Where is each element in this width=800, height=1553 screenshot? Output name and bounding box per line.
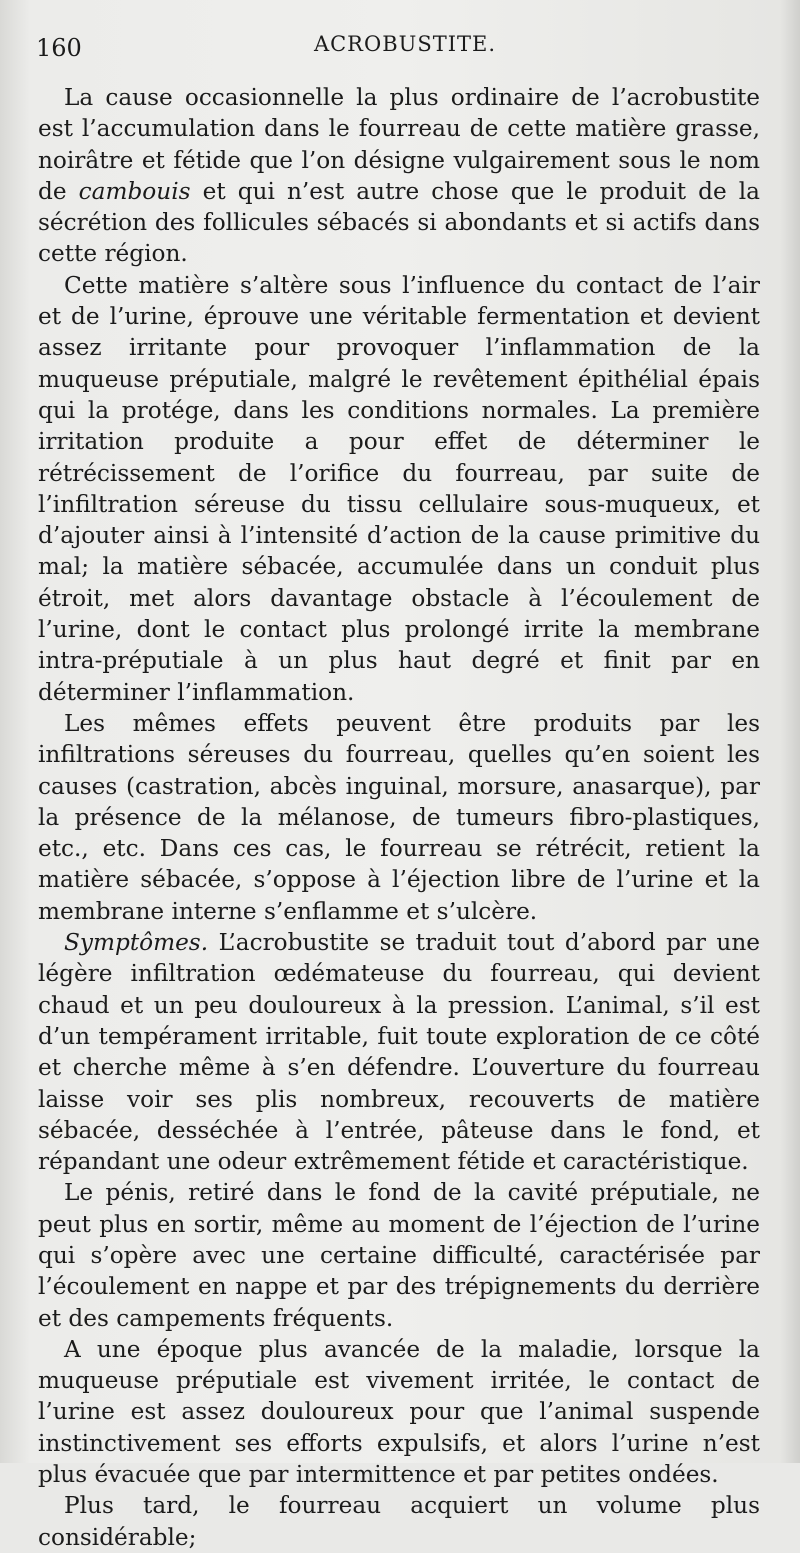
paragraph-text: Les mêmes effets peuvent être produits par les infiltrations séreuses du fourreau, quelles qu’en soient les causes (castration, abcès inguinal, morsure, anasarque), par la présence de la mélanose, de tumeurs fibro-plastiques, etc., etc. Dans ces cas, le fourreau se rétrécit, retient la matière sébacée, s’oppose à l’éjection libre de l’urine et la membrane interne s’enflamme et s’ulcère.	[38, 709, 760, 925]
paragraph-advanced	[38, 1334, 760, 1490]
body-text	[38, 82, 760, 1553]
paragraph-text: La cause occasionnelle la plus ordinaire de l’acrobustite est l’accumulation dans le fourreau de cette matière grasse, noirâtre et fétide que l’on désigne vulgairement sous le nom de	[38, 84, 760, 205]
paragraph-effects	[38, 708, 760, 927]
paragraph-text: Le pénis, retiré dans le fond de la cavité préputiale, ne peut plus en sortir, même au moment de l’éjection de l’urine qui s’opère avec une certaine difficulté, caractérisée par l’écoulement en nappe et par des trépignements du derrière et des campements fréquents.	[38, 1179, 760, 1332]
paragraph-text: et qui n’est autre chose que le produit de la sécrétion des follicules sébacés si abondants et si actifs dans cette région.	[38, 177, 760, 268]
section-lead: Symptômes.	[64, 929, 209, 957]
paragraph-text: A une époque plus avancée de la maladie, lorsque la muqueuse préputiale est vivement irritée, le contact de l’urine est assez douloureux pour que l’animal suspende instinctivement ses efforts expulsifs, et alors l’urine n’est plus évacuée que par intermittence et par petites ondées.	[38, 1335, 760, 1489]
page-header	[0, 30, 800, 66]
paragraph-later	[38, 1490, 760, 1553]
paragraph-text: Cette matière s’altère sous l’influence du contact de l’air et de l’urine, éprouve une véritable fermentation et devient assez irritante pour provoquer l’inflammation de la muqueuse préputiale, malgré le revêtement épithélial épais qui la protége, dans les conditions normales. La première irritation produite a pour effet de déterminer le rétrécissement de l’orifice du fourreau, par suite de l’infiltration séreuse du tissu cellulaire sous-muqueux, et d’ajouter ainsi à l’intensité d’action de la cause primitive du mal; la matière sébacée, accumulée dans un conduit plus étroit, met alors davantage obstacle à l’écoulement de l’urine, dont le contact plus prolongé irrite la membrane intra-préputiale à un plus haut degré et finit par en déterminer l’inflammation.	[38, 271, 760, 706]
running-head: ACROBUSTITE.	[313, 32, 497, 56]
page-number: 160	[36, 34, 82, 62]
paragraph-penis	[38, 1177, 760, 1333]
paragraph-alteration	[38, 270, 760, 708]
paragraph-text: Plus tard, le fourreau acquiert un volume plus considérable;	[38, 1492, 760, 1551]
paragraph-symptoms	[38, 927, 760, 1177]
paragraph-text: L’acrobustite se traduit tout d’abord par une légère infiltration œdémateuse du fourreau, qui devient chaud et un peu douloureux à la pression. L’animal, s’il est d’un tempérament irritable, fuit toute exploration de ce côté et cherche même à s’en défendre. L’ouverture du fourreau laisse voir ses plis nombreux, recouverts de matière sébacée, desséchée à l’entrée, pâteuse dans le fond, et répandant une odeur extrêmement fétide et caractéristique.	[38, 929, 760, 1176]
paragraph-causes	[38, 82, 760, 270]
italic-term: cambouis	[78, 177, 191, 205]
